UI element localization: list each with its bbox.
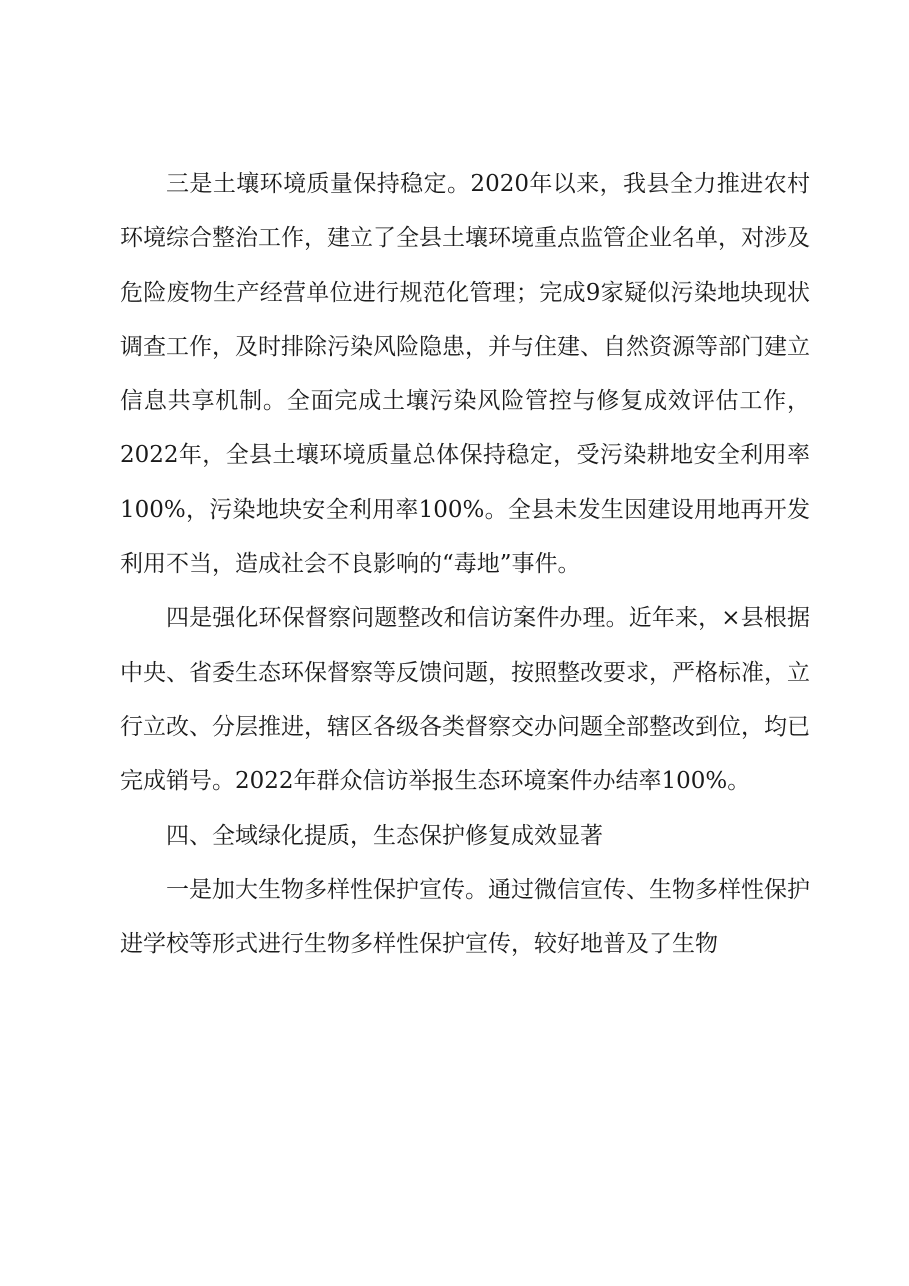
paragraph-soil-quality: 三是土壤环境质量保持稳定。2020年以来，我县全力推进农村环境综合整治工作，建立了全县土壤环境重点监管企业名单，对涉及危险废物生产经营单位进行规范化管理；完成9家疑似污染地块现状调查工作，及时排除污染风险隐患，并与住建、自然资源等部门建立信息共享机制。全面完成土壤污染风险管控与修复成效评估工作，2022年，全县土壤环境质量总体保持稳定，受污染耕地安全利用率100%，污染地块安全利用率100%。全县未发生因建设用地再开发利用不当，造成社会不良影响的“毒地”事件。: [120, 171, 810, 578]
paragraph-biodiversity: 一是加大生物多样性保护宣传。通过微信宣传、生物多样性保护进学校等形式进行生物多样性保护宣传，较好地普及了生物: [120, 876, 810, 958]
paragraph-inspection-rectification: 四是强化环保督察问题整改和信访案件办理。近年来，×县根据中央、省委生态环保督察等反馈问题，按照整改要求，严格标准，立行立改、分层推进，辖区各级各类督察交办问题全部整改到位，均已完成销号。2022年群众信访举报生态环境案件办结率100%。: [120, 605, 810, 795]
section-heading-greening: 四、全域绿化提质，生态保护修复成效显著: [166, 822, 603, 849]
document-body: [120, 157, 810, 971]
